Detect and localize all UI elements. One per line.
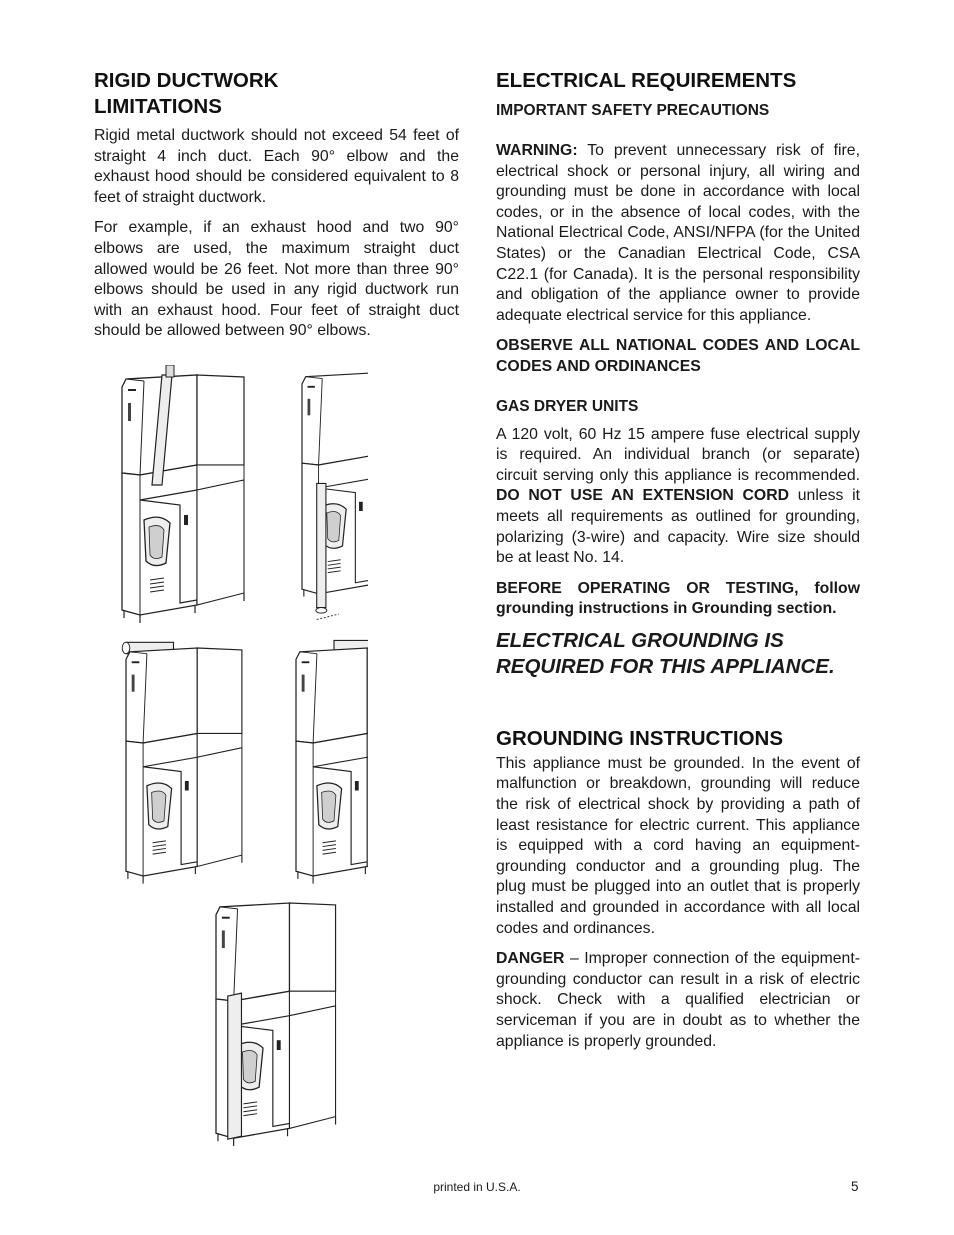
dryer-illustration-5 <box>216 903 336 1146</box>
warning-label: WARNING: <box>496 142 578 159</box>
dryer-ductwork-illustrations <box>118 365 368 1155</box>
ductwork-paragraph-1: Rigid metal ductwork should not exceed 54 feet of straight 4 inch duct. Each 90° elbow and the exhaust hood should be considered equivalent to 8 feet of straight ductwork. <box>94 127 459 206</box>
dryer-illustration-3 <box>122 642 242 883</box>
warning-text: To prevent unnecessary risk of fire, electrical shock or personal injury, all wiring and grounding must be done in accordance with local codes, or in the absence of local codes, with the National Electrical Code, ANSI/NFPA (for the United States) or the Canadian Electrical Code, CSA C22.1 (for Canada). It is the personal responsibility and obligation of the appliance owner to provide adequate electrical service for this appliance. <box>496 142 860 324</box>
extension-cord-warning: DO NOT USE AN EXTENSION CORD <box>496 487 790 505</box>
printed-in-usa: printed in U.S.A. <box>433 1180 521 1194</box>
heading-line-2: LIMITATIONS <box>94 95 222 118</box>
danger-paragraph <box>496 949 860 1052</box>
warning-paragraph <box>496 141 860 326</box>
electrical-requirements-heading: ELECTRICAL REQUIREMENTS <box>496 69 797 92</box>
observe-codes-notice: OBSERVE ALL NATIONAL CODES AND LOCAL CODES AND ORDINANCES <box>496 337 860 375</box>
ductwork-paragraph-2: For example, if an exhaust hood and two 90° elbows are used, the maximum straight duct allowed would be 26 feet. Not more than three 90° elbows should be used in any rigid ductwork run with an exhaust hood. Four feet of straight duct should be allowed between 90° elbows. <box>94 219 459 340</box>
gas-dryer-paragraph <box>496 425 860 569</box>
gas-dryer-units-heading: GAS DRYER UNITS <box>496 397 639 415</box>
grounding-required-notice <box>496 628 860 680</box>
heading-line-1: RIGID DUCTWORK <box>94 69 279 92</box>
left-column <box>94 68 459 352</box>
dryer-illustration-2 <box>302 373 368 620</box>
gas-text-1: A 120 volt, 60 Hz 15 ampere fuse electrical supply is required. An individual branch (or separate) circuit serving only this appliance is recommended. <box>496 425 860 484</box>
gas-text-2: unless it meets all requirements as outlined for grounding, polarizing (3-wire) and capacity. Wire size should be at least No. 14. <box>496 487 861 567</box>
right-column <box>496 68 860 1062</box>
dryer-illustration-4 <box>296 640 368 883</box>
danger-text: – Improper connection of the equipment-grounding conductor can result in a risk of electric shock. Check with a qualified electrician or serviceman if you are in doubt as to whether the appliance is properly grounded. <box>496 950 860 1050</box>
grounding-paragraph: This appliance must be grounded. In the event of malfunction or breakdown, grounding will reduce the risk of electrical shock by providing a path of least resistance for electric current. This appliance is equipped with a cord having an equipment-grounding conductor and a grounding plug. The plug must be plugged into an outlet that is properly installed and grounded in accordance with all local codes and ordinances. <box>496 754 860 937</box>
rigid-ductwork-heading <box>94 68 459 120</box>
grounding-required-line-2: REQUIRED FOR THIS APPLIANCE. <box>496 654 835 678</box>
before-operating-notice: BEFORE OPERATING OR TESTING, follow grounding instructions in Grounding section. <box>496 579 860 618</box>
grounding-required-line-1: ELECTRICAL GROUNDING IS <box>496 628 784 652</box>
danger-label: DANGER <box>496 950 565 968</box>
page-number: 5 <box>851 1179 859 1194</box>
dryer-illustration-1 <box>122 365 244 623</box>
safety-precautions-subheading: IMPORTANT SAFETY PRECAUTIONS <box>496 102 770 119</box>
grounding-instructions-heading: GROUNDING INSTRUCTIONS <box>496 726 783 750</box>
